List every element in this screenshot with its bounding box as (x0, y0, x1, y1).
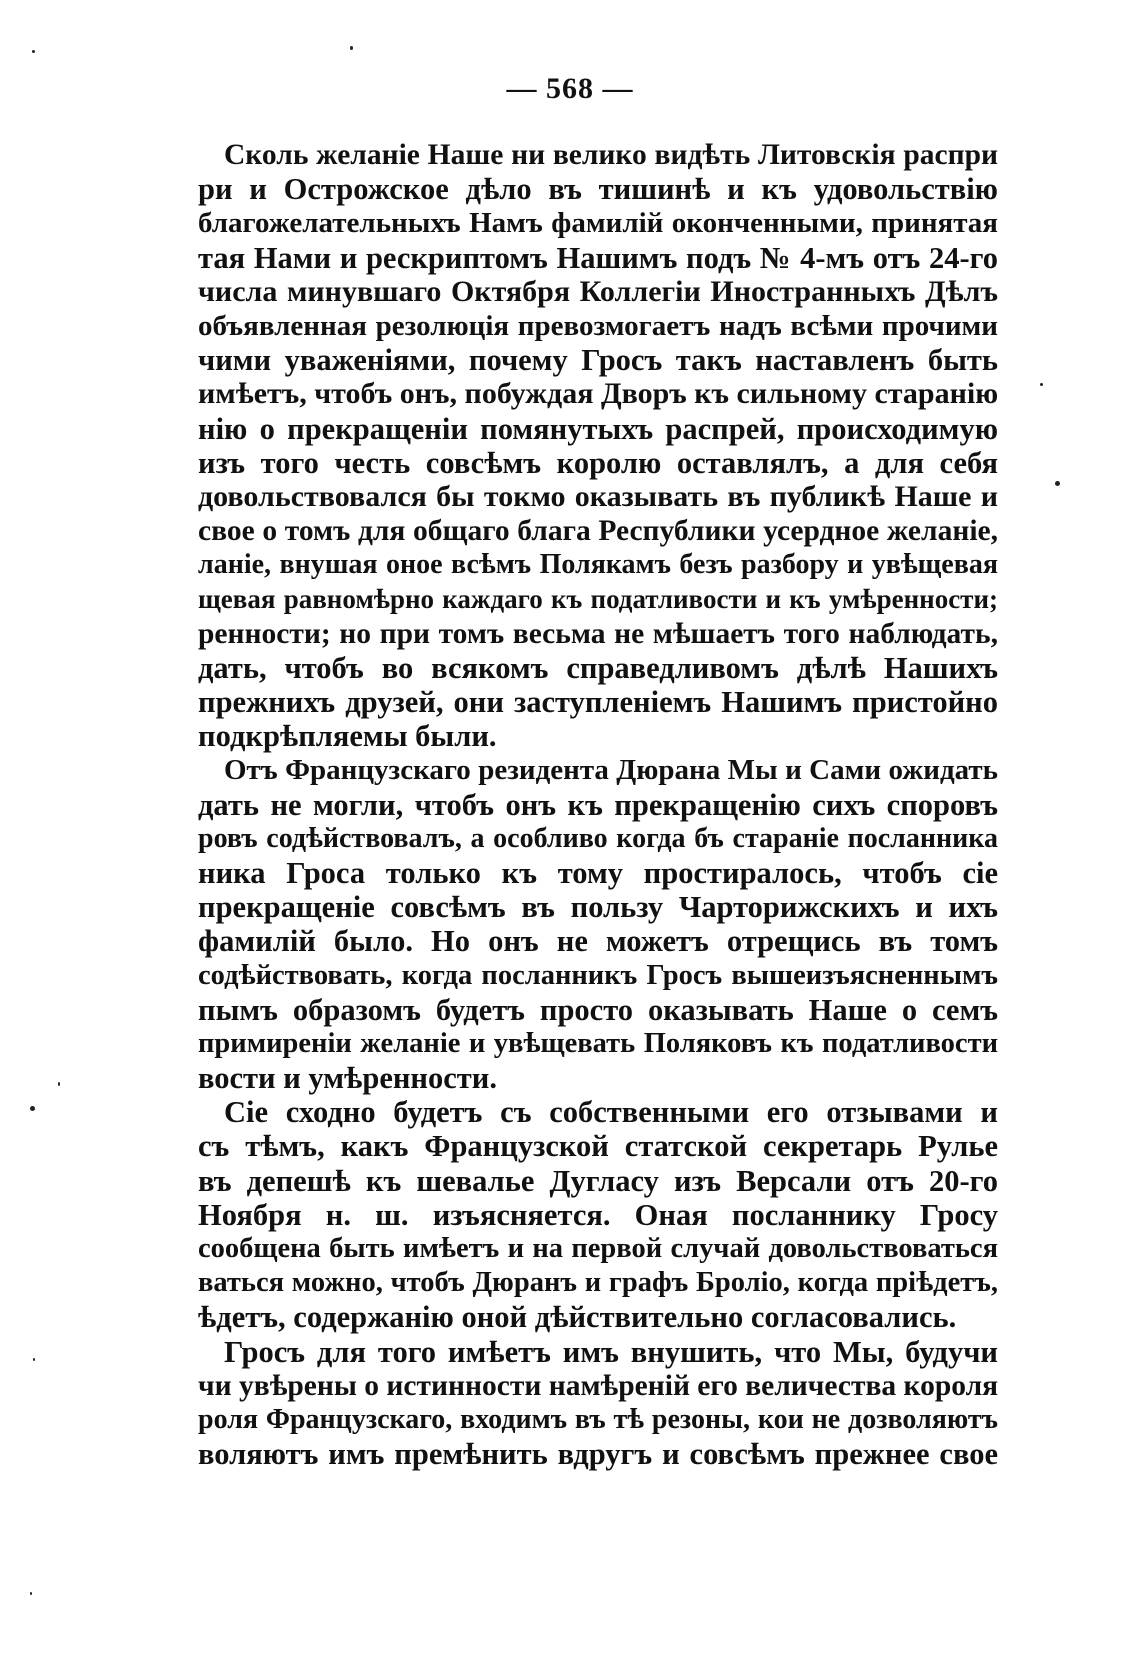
text-line: ника Гроса только къ тому простиралось, чтобъ сіе (198, 855, 998, 890)
text-line: имѣетъ, чтобъ онъ, побуждая Дворъ къ сильному старанію (198, 377, 999, 411)
scan-speck (350, 46, 353, 50)
scan-speck (1055, 481, 1060, 486)
paragraph-4 (198, 1335, 998, 1472)
text-line: чими уваженіями, почему Гросъ такъ наставленъ быть (198, 343, 998, 378)
page-number: — 568 — (506, 72, 634, 105)
text-line: ровъ содѣйствовалъ, а особливо когда бъ стараніе посланника (198, 822, 998, 854)
text-line: примиреніи желаніе и увѣщевать Поляковъ къ податливости (198, 1027, 998, 1059)
text-line: Ноября н. ш. изъясняется. Оная посланнику Гросу (198, 1197, 998, 1232)
text-line: пымъ образомъ будетъ просто оказывать Наше о семъ (198, 992, 998, 1027)
text-line: содѣйствовать, когда посланникъ Гросъ вышеизъясненнымъ (198, 959, 998, 991)
scan-speck (32, 50, 35, 53)
text-line: довольствовался бы токмо оказывать въ публикѣ Наше и (198, 479, 998, 513)
text-line: ланіе, внушая оное всѣмъ Полякамъ безъ разбору и увѣщевая (198, 549, 998, 581)
text-line: тая Нами и рескриптомъ Нашимъ подъ № 4-мъ отъ 24-го (198, 240, 998, 275)
text-line: ваться можно, чтобъ Дюранъ и графъ Броліо, когда пріѣдетъ, (198, 1267, 998, 1299)
text-line: подкрѣпляемы были. (198, 719, 497, 754)
text-line: ри и Острожское дѣло въ тишинѣ и къ удовольствію (198, 172, 998, 207)
paragraph-2 (198, 753, 998, 1095)
text-line: дать, чтобъ во всякомъ справедливомъ дѣлѣ Нашихъ (198, 650, 998, 685)
text-line: ренности; но при томъ весьма не мѣшаетъ того наблюдать, (198, 617, 998, 650)
text-line: съ тѣмъ, какъ Французской статской секретарь Рулье (198, 1129, 998, 1164)
text-line: прекращеніе совсѣмъ въ пользу Чарторижскихъ и ихъ (198, 890, 998, 925)
scan-speck (58, 1082, 60, 1086)
text-line: свое о томъ для общаго блага Республики усердное желаніе, (198, 515, 998, 548)
text-line: ѣдетъ, содержанію оной дѣйствительно согласовались. (198, 1300, 957, 1335)
body-text (198, 138, 998, 1471)
text-line: вости и умѣренности. (198, 1061, 497, 1096)
text-line: Гросъ для того имѣетъ имъ внушить, что Мы, будучи (224, 1334, 998, 1369)
text-line: фамилій было. Но онъ не можетъ отрещись въ томъ (198, 924, 998, 959)
text-line: въ депешѣ къ шевалье Дугласу изъ Версали отъ 20-го (198, 1163, 998, 1198)
text-line: нію о прекращеніи помянутыхъ распрей, происходимую (198, 411, 998, 446)
text-line: роля Французскаго, входимъ въ тѣ резоны, кои не дозволяютъ (198, 1403, 998, 1435)
paragraph-1 (198, 138, 998, 753)
text-line: сообщена быть имѣетъ и на первой случай довольствоваться (198, 1233, 998, 1264)
text-line: объявленная резолюція превозмогаетъ надъ всѣми прочими (198, 309, 998, 342)
text-line: изъ того честь совсѣмъ королю оставлялъ, а для себя (198, 445, 998, 480)
text-line: щевая равномѣрно каждаго къ податливости и къ умѣренности; (198, 584, 998, 615)
text-line: благожелательныхъ Намъ фамилій оконченными, принятая (198, 207, 998, 240)
scan-speck (30, 1592, 32, 1595)
text-line: Отъ Французскаго резидента Дюрана Мы и Сами ожидать (224, 754, 998, 787)
text-line: Сколь желаніе Наше ни велико видѣть Литовскія распри (224, 139, 998, 171)
text-line: прежнихъ друзей, они заступленіемъ Нашимъ пристойно (198, 685, 998, 719)
paragraph-3 (198, 1095, 998, 1334)
text-line: Сіе сходно будетъ съ собственными его отзывами и (224, 1095, 998, 1130)
text-line: дать не могли, чтобъ онъ къ прекращенію сихъ споровъ (198, 787, 998, 822)
text-line: воляютъ имъ премѣнить вдругъ и совсѣмъ прежнее свое (198, 1437, 998, 1472)
text-line: числа минувшаго Октября Коллегіи Иностранныхъ Дѣлъ (198, 274, 998, 308)
scan-speck (1040, 383, 1043, 386)
text-line: чи увѣрены о истинности намѣреній его величества короля (198, 1369, 999, 1402)
scan-speck (30, 1106, 35, 1111)
scan-speck (33, 1358, 35, 1361)
